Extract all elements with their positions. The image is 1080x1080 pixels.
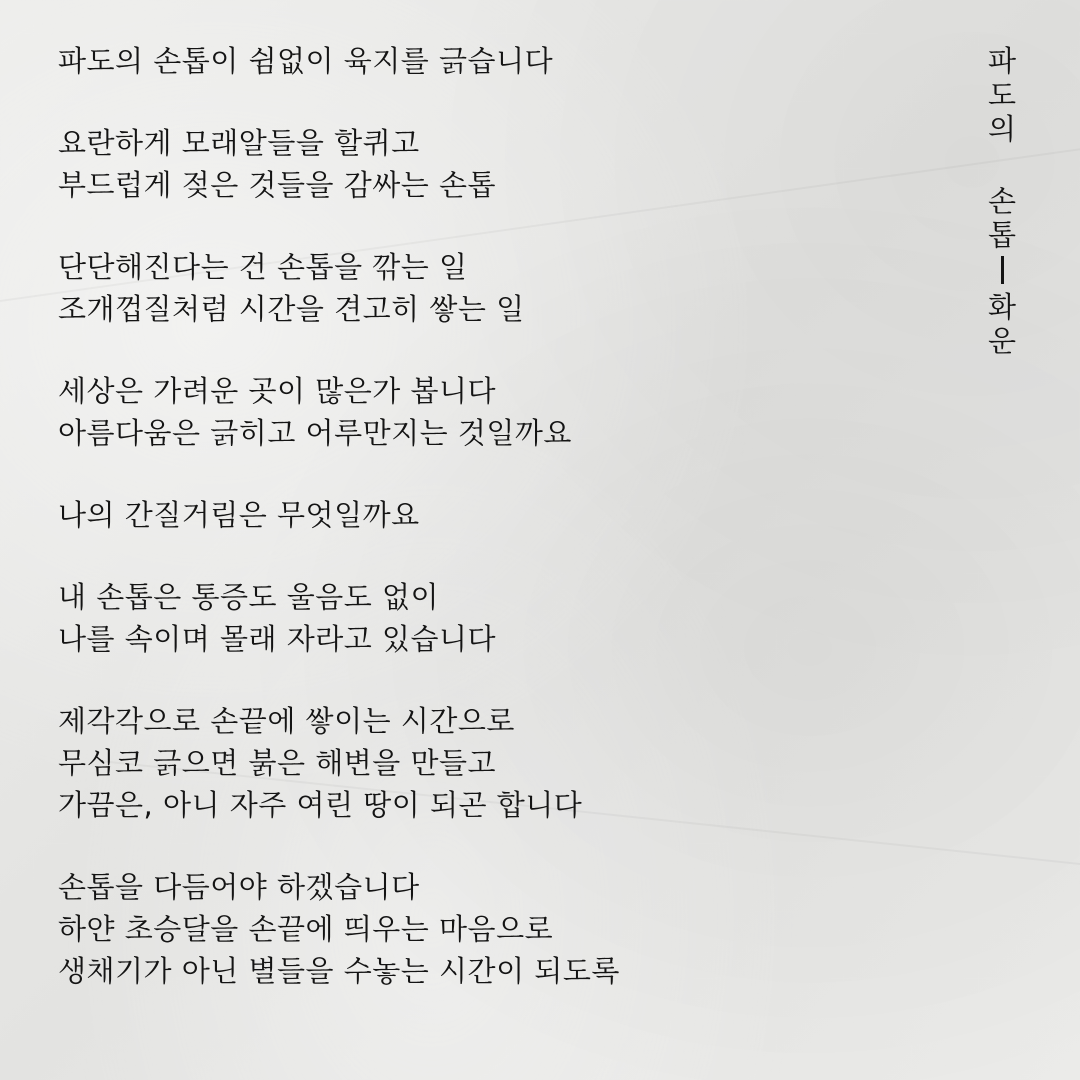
poem-line: 가끔은, 아니 자주 여린 땅이 되곤 합니다 xyxy=(58,788,583,822)
vertical-title xyxy=(982,44,1022,358)
stanza xyxy=(58,700,918,826)
stanza xyxy=(58,494,918,536)
stanza xyxy=(58,122,918,206)
poem-line: 내 손톱은 통증도 울음도 없이 xyxy=(58,580,440,614)
title-char: 톱 xyxy=(987,218,1016,252)
poem-line: 요란하게 모래알들을 할퀴고 xyxy=(58,126,420,160)
title-char: 의 xyxy=(987,112,1016,146)
title-char: 손 xyxy=(987,184,1016,218)
poem-line: 무심코 긁으면 붉은 해변을 만들고 xyxy=(58,746,497,780)
poem-line: 단단해진다는 건 손톱을 깎는 일 xyxy=(58,250,468,284)
stanza xyxy=(58,370,918,454)
poem-line: 조개껍질처럼 시간을 견고히 쌓는 일 xyxy=(58,292,525,326)
title-char: 파 xyxy=(987,44,1016,78)
stanza xyxy=(58,576,918,660)
poem-line: 부드럽게 젖은 것들을 감싸는 손톱 xyxy=(58,168,497,202)
author-char: 운 xyxy=(987,324,1016,358)
author-char: 화 xyxy=(987,290,1016,324)
poem-line: 손톱을 다듬어야 하겠습니다 xyxy=(58,870,420,904)
poem-line: 세상은 가려운 곳이 많은가 봅니다 xyxy=(58,374,497,408)
stanza xyxy=(58,246,918,330)
poem-body xyxy=(58,40,918,1032)
poem-line: 나의 간질거림은 무엇일까요 xyxy=(58,498,420,532)
poem-line: 파도의 손톱이 쉼없이 육지를 긁습니다 xyxy=(58,44,554,78)
stanza xyxy=(58,40,918,82)
poem-line: 제각각으로 손끝에 쌓이는 시간으로 xyxy=(58,704,515,738)
poem-line: 생채기가 아닌 별들을 수놓는 시간이 되도록 xyxy=(58,954,620,988)
poem-line: 나를 속이며 몰래 자라고 있습니다 xyxy=(58,622,497,656)
poem-line: 하얀 초승달을 손끝에 띄우는 마음으로 xyxy=(58,912,554,946)
author-separator-dash xyxy=(1001,256,1004,284)
stanza xyxy=(58,866,918,992)
title-char: 도 xyxy=(987,78,1016,112)
poem-line: 아름다움은 긁히고 어루만지는 것일까요 xyxy=(58,416,572,450)
